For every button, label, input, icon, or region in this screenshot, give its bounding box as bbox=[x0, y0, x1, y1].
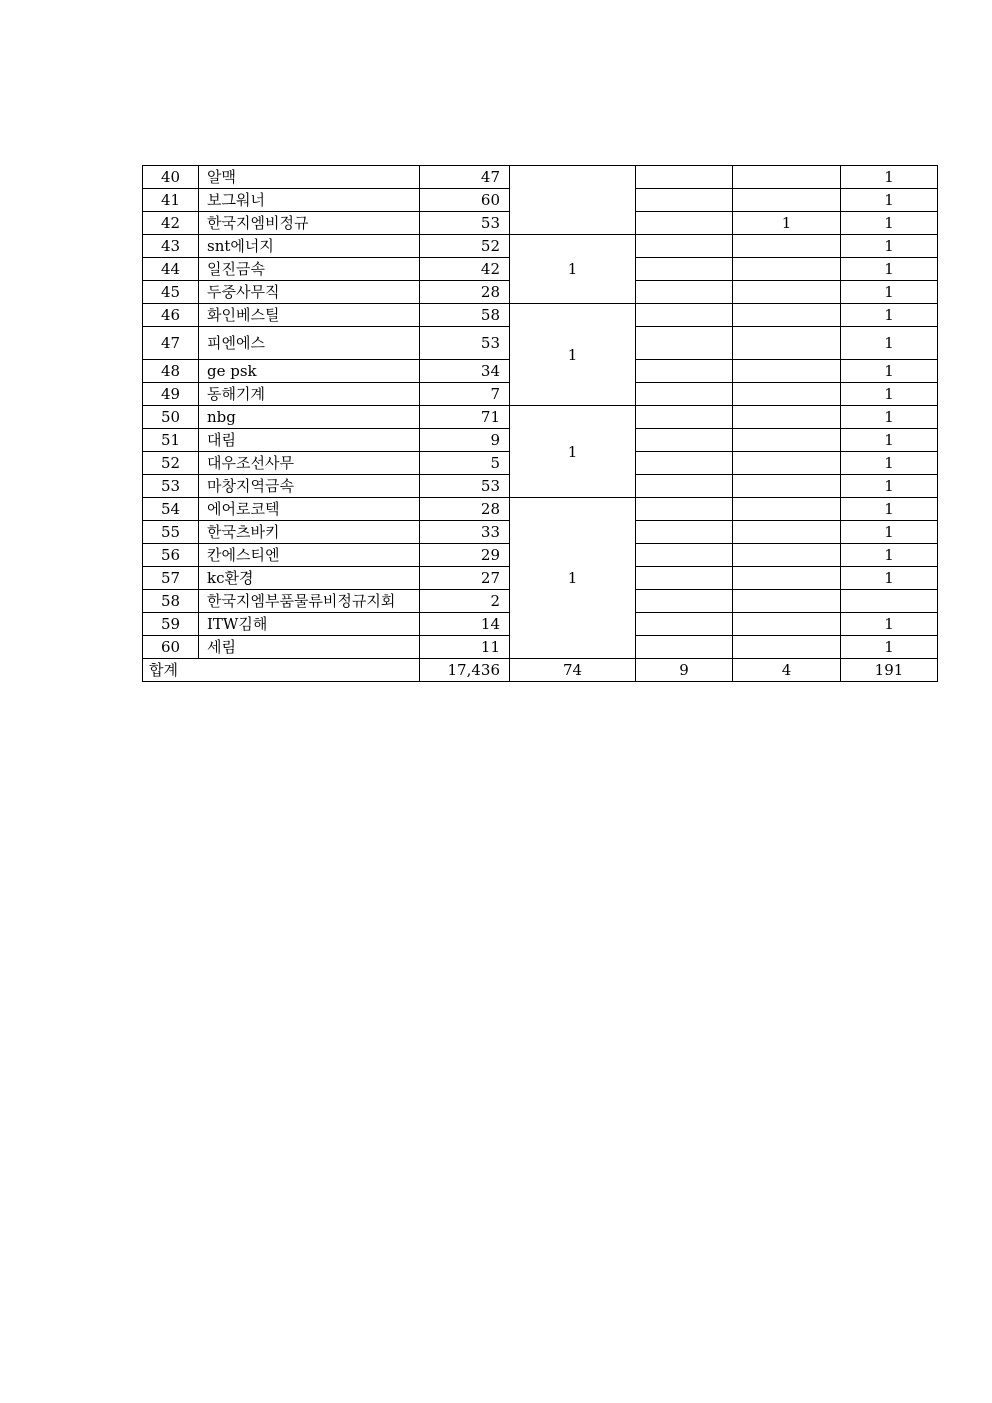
col4-cell: 1 bbox=[841, 475, 938, 498]
col4-cell: 1 bbox=[841, 521, 938, 544]
member-count: 33 bbox=[420, 521, 510, 544]
union-name: 알맥 bbox=[199, 166, 420, 189]
union-name: nbg bbox=[199, 406, 420, 429]
col3-cell bbox=[733, 383, 841, 406]
row-number: 53 bbox=[143, 475, 199, 498]
col2-cell bbox=[636, 212, 733, 235]
union-name: 세림 bbox=[199, 636, 420, 659]
member-count: 47 bbox=[420, 166, 510, 189]
col2-cell bbox=[636, 590, 733, 613]
col3-cell bbox=[733, 235, 841, 258]
col4-cell: 1 bbox=[841, 544, 938, 567]
total-col2: 9 bbox=[636, 659, 733, 682]
col3-cell bbox=[733, 475, 841, 498]
member-count: 58 bbox=[420, 304, 510, 327]
union-name: 보그워너 bbox=[199, 189, 420, 212]
row-number: 52 bbox=[143, 452, 199, 475]
member-count: 34 bbox=[420, 360, 510, 383]
union-name: 에어로코텍 bbox=[199, 498, 420, 521]
col2-cell bbox=[636, 235, 733, 258]
member-count: 7 bbox=[420, 383, 510, 406]
col2-cell bbox=[636, 360, 733, 383]
row-number: 48 bbox=[143, 360, 199, 383]
col2-cell bbox=[636, 544, 733, 567]
union-name: 한국츠바키 bbox=[199, 521, 420, 544]
member-count: 5 bbox=[420, 452, 510, 475]
member-count: 11 bbox=[420, 636, 510, 659]
table-row bbox=[143, 406, 938, 429]
member-count: 29 bbox=[420, 544, 510, 567]
member-count: 53 bbox=[420, 327, 510, 360]
row-number: 43 bbox=[143, 235, 199, 258]
member-count: 71 bbox=[420, 406, 510, 429]
row-number: 58 bbox=[143, 590, 199, 613]
col3-cell bbox=[733, 166, 841, 189]
member-count: 28 bbox=[420, 281, 510, 304]
row-number: 46 bbox=[143, 304, 199, 327]
member-count: 53 bbox=[420, 212, 510, 235]
row-number: 59 bbox=[143, 613, 199, 636]
col3-cell bbox=[733, 189, 841, 212]
member-count: 9 bbox=[420, 429, 510, 452]
col2-cell bbox=[636, 383, 733, 406]
col3-cell bbox=[733, 636, 841, 659]
row-number: 42 bbox=[143, 212, 199, 235]
member-count: 27 bbox=[420, 567, 510, 590]
member-count: 42 bbox=[420, 258, 510, 281]
col4-cell: 1 bbox=[841, 327, 938, 360]
union-name: 일진금속 bbox=[199, 258, 420, 281]
col4-cell: 1 bbox=[841, 383, 938, 406]
union-name: 칸에스티엔 bbox=[199, 544, 420, 567]
col4-cell: 1 bbox=[841, 189, 938, 212]
row-number: 45 bbox=[143, 281, 199, 304]
member-count: 60 bbox=[420, 189, 510, 212]
col4-cell: 1 bbox=[841, 212, 938, 235]
col4-cell: 1 bbox=[841, 281, 938, 304]
col2-cell bbox=[636, 406, 733, 429]
total-label: 합계 bbox=[143, 659, 420, 682]
col3-cell bbox=[733, 281, 841, 304]
col4-cell: 1 bbox=[841, 258, 938, 281]
union-name: 한국지엠비정규 bbox=[199, 212, 420, 235]
row-number: 57 bbox=[143, 567, 199, 590]
col4-cell: 1 bbox=[841, 498, 938, 521]
table-row bbox=[143, 304, 938, 327]
table-body bbox=[143, 166, 938, 682]
union-name: 마창지역금속 bbox=[199, 475, 420, 498]
col3-cell bbox=[733, 360, 841, 383]
group-cell: 1 bbox=[510, 498, 636, 659]
table-row bbox=[143, 166, 938, 189]
col3-cell: 1 bbox=[733, 212, 841, 235]
union-name: 두중사무직 bbox=[199, 281, 420, 304]
col2-cell bbox=[636, 636, 733, 659]
member-count: 14 bbox=[420, 613, 510, 636]
row-number: 41 bbox=[143, 189, 199, 212]
union-name: snt에너지 bbox=[199, 235, 420, 258]
union-name: ITW김해 bbox=[199, 613, 420, 636]
table-row bbox=[143, 498, 938, 521]
col3-cell bbox=[733, 327, 841, 360]
row-number: 60 bbox=[143, 636, 199, 659]
col3-cell bbox=[733, 567, 841, 590]
row-number: 47 bbox=[143, 327, 199, 360]
col4-cell: 1 bbox=[841, 166, 938, 189]
total-members: 17,436 bbox=[420, 659, 510, 682]
group-cell bbox=[510, 166, 636, 235]
union-name: kc환경 bbox=[199, 567, 420, 590]
group-cell: 1 bbox=[510, 406, 636, 498]
col4-cell: 1 bbox=[841, 452, 938, 475]
col4-cell: 1 bbox=[841, 360, 938, 383]
col3-cell bbox=[733, 590, 841, 613]
col3-cell bbox=[733, 406, 841, 429]
col2-cell bbox=[636, 498, 733, 521]
col3-cell bbox=[733, 613, 841, 636]
col4-cell: 1 bbox=[841, 235, 938, 258]
col2-cell bbox=[636, 281, 733, 304]
col3-cell bbox=[733, 544, 841, 567]
row-number: 54 bbox=[143, 498, 199, 521]
union-name: ge psk bbox=[199, 360, 420, 383]
total-col1: 74 bbox=[510, 659, 636, 682]
col2-cell bbox=[636, 189, 733, 212]
group-cell: 1 bbox=[510, 235, 636, 304]
row-number: 56 bbox=[143, 544, 199, 567]
row-number: 40 bbox=[143, 166, 199, 189]
col2-cell bbox=[636, 567, 733, 590]
table-row bbox=[143, 235, 938, 258]
col2-cell bbox=[636, 258, 733, 281]
union-name: 피엔에스 bbox=[199, 327, 420, 360]
col4-cell: 1 bbox=[841, 406, 938, 429]
total-row bbox=[143, 659, 938, 682]
col2-cell bbox=[636, 613, 733, 636]
col3-cell bbox=[733, 258, 841, 281]
col2-cell bbox=[636, 166, 733, 189]
union-name: 대림 bbox=[199, 429, 420, 452]
union-name: 대우조선사무 bbox=[199, 452, 420, 475]
col2-cell bbox=[636, 327, 733, 360]
col4-cell: 1 bbox=[841, 567, 938, 590]
member-count: 53 bbox=[420, 475, 510, 498]
col3-cell bbox=[733, 452, 841, 475]
col4-cell: 1 bbox=[841, 429, 938, 452]
col3-cell bbox=[733, 521, 841, 544]
col3-cell bbox=[733, 304, 841, 327]
row-number: 50 bbox=[143, 406, 199, 429]
col4-cell bbox=[841, 590, 938, 613]
row-number: 55 bbox=[143, 521, 199, 544]
total-col4: 191 bbox=[841, 659, 938, 682]
row-number: 49 bbox=[143, 383, 199, 406]
union-name: 화인베스틸 bbox=[199, 304, 420, 327]
member-count: 52 bbox=[420, 235, 510, 258]
row-number: 44 bbox=[143, 258, 199, 281]
row-number: 51 bbox=[143, 429, 199, 452]
col2-cell bbox=[636, 475, 733, 498]
union-name: 한국지엠부품물류비정규지회 bbox=[199, 590, 420, 613]
member-count: 2 bbox=[420, 590, 510, 613]
col4-cell: 1 bbox=[841, 636, 938, 659]
col2-cell bbox=[636, 521, 733, 544]
total-col3: 4 bbox=[733, 659, 841, 682]
group-cell: 1 bbox=[510, 304, 636, 406]
col3-cell bbox=[733, 498, 841, 521]
union-table bbox=[142, 165, 938, 682]
member-count: 28 bbox=[420, 498, 510, 521]
union-name: 동해기계 bbox=[199, 383, 420, 406]
col4-cell: 1 bbox=[841, 304, 938, 327]
col2-cell bbox=[636, 304, 733, 327]
col2-cell bbox=[636, 429, 733, 452]
col3-cell bbox=[733, 429, 841, 452]
col2-cell bbox=[636, 452, 733, 475]
col4-cell: 1 bbox=[841, 613, 938, 636]
